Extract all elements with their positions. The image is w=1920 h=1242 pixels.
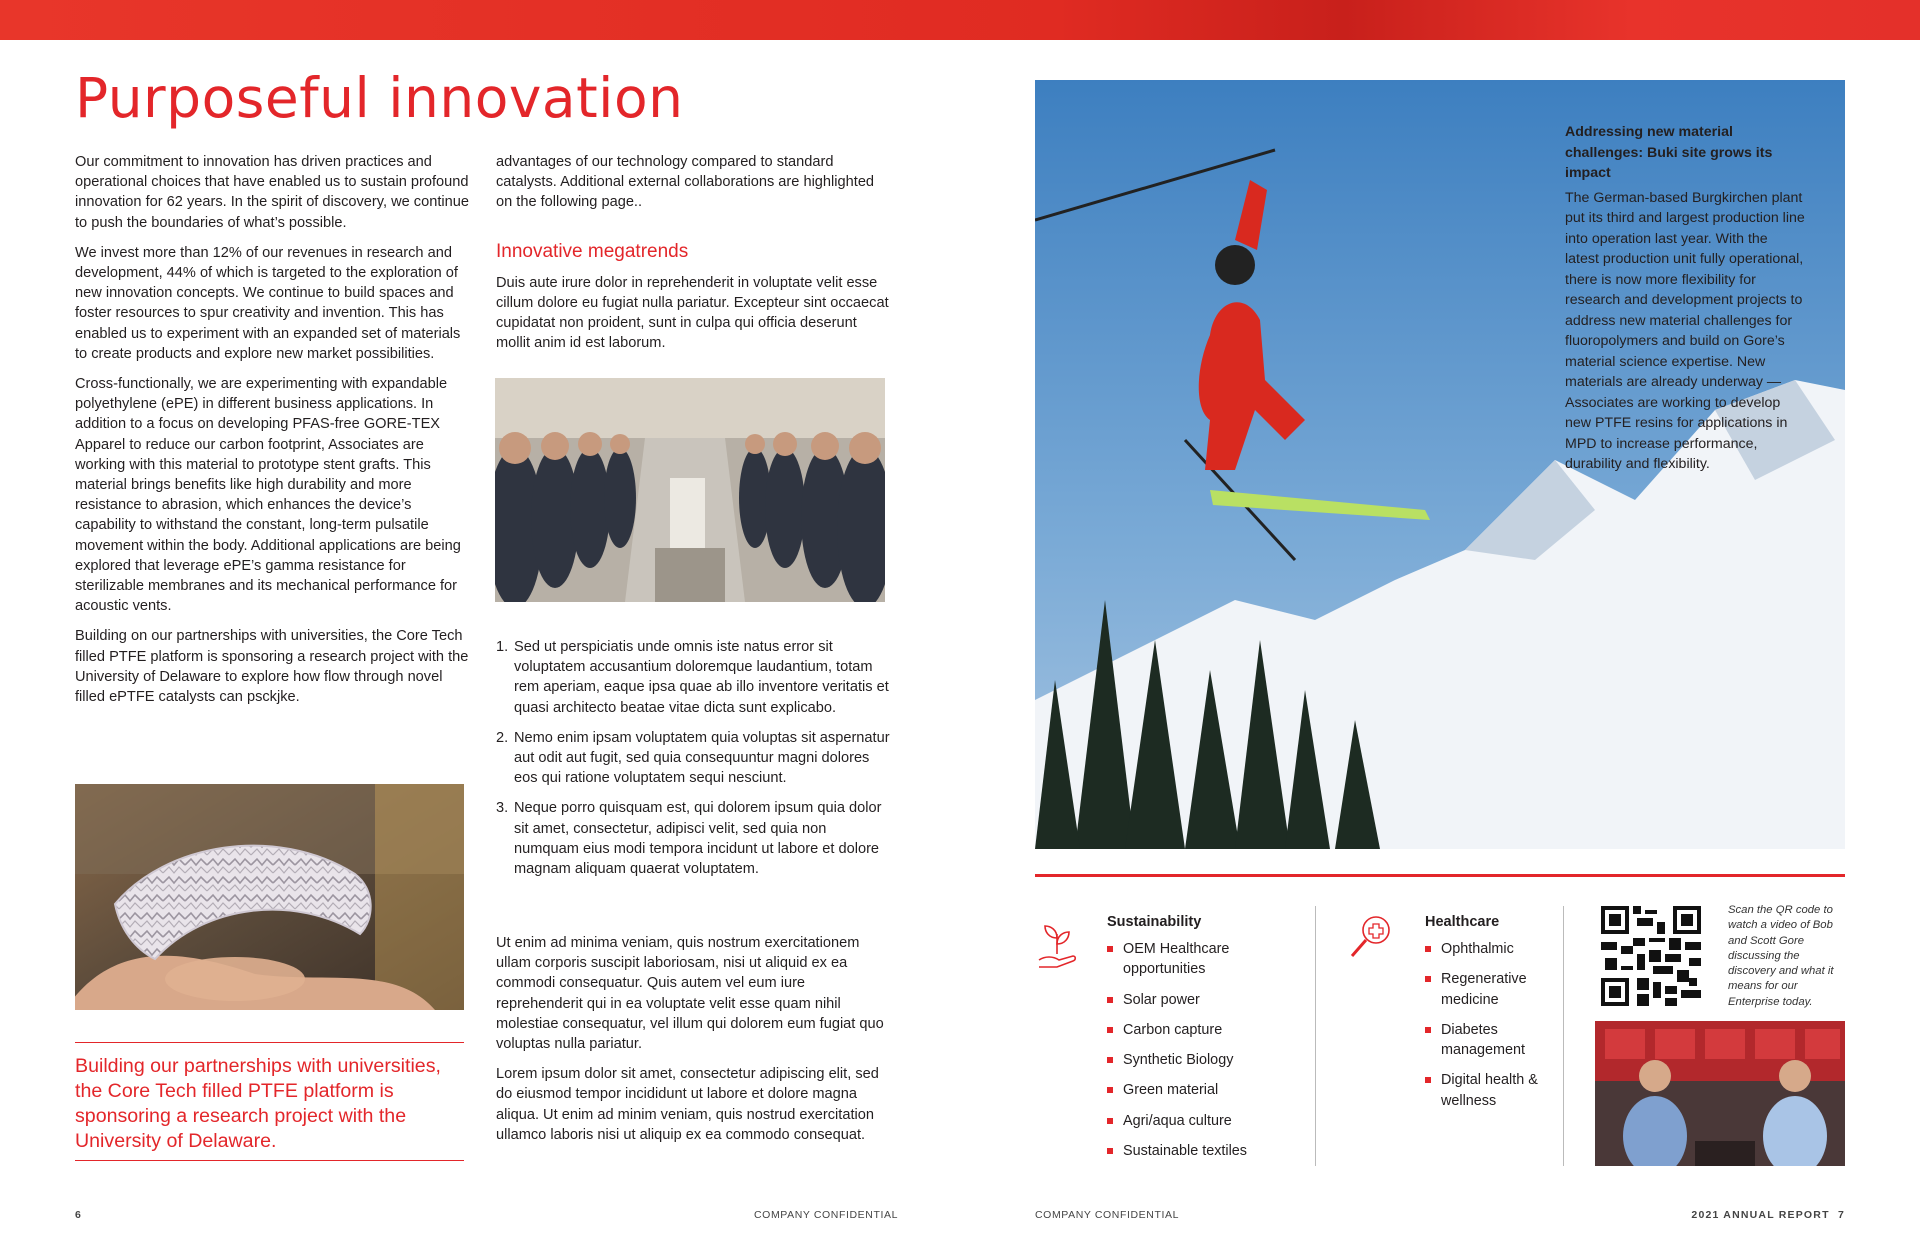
list-item: Digital health & wellness [1425, 1070, 1565, 1111]
list-number: 2. [496, 729, 509, 746]
list-text: Nemo enim ipsam voluptatem quia voluptas sit aspernatur aut odit aut fugit, sed quia consequuntur magni dolores eos qui ratione voluptatem sequi nesciunt. [514, 729, 890, 787]
stent-graft-photo [75, 784, 464, 1010]
paragraph: Building on our partnerships with universities, the Core Tech filled PTFE platform is sponsoring a research project with the University of Delaware to explore how flow through novel filled ePTFE catalysts can psckjke. [75, 628, 469, 706]
list-item: Carbon capture [1107, 1020, 1307, 1040]
paragraph: Cross-functionally, we are experimenting with expandable polyethylene (ePE) in different business applications. In addition to a focus on developing PFAS-free GORE-TEX Apparel to reduce our carbon footprint, Associates are working with this material to prototype stent grafts. This material brings benefits like high durability and more resistance to abrasion, which enhances the device’s capability to withstand the constant, long-term pulsatile movement within the body. Additional applications are being explored that leverage ePE’s gamma resistance for sterilizable membranes and its mechanical performance for acoustic vents. [75, 376, 461, 615]
list-item [496, 728, 891, 789]
list-item [496, 798, 891, 879]
sidebar-heading: Addressing new material challenges: Buki site grows its impact [1565, 124, 1773, 181]
paragraph: Lorem ipsum dolor sit amet, consectetur adipiscing elit, sed do eiusmod tempor incididunt ut labore et dolore magna aliqua. Ut enim ad minim veniam, quis nostrud exercitation ullamco laboris nisi ut aliquip ex ea commodo consequat. [496, 1066, 879, 1143]
right-footer [1680, 1209, 1845, 1221]
list-item: OEM Healthcare opportunities [1107, 939, 1307, 980]
left-confidential-label: COMPANY CONFIDENTIAL [754, 1209, 899, 1221]
list-item: Sustainable textiles [1107, 1141, 1307, 1161]
qr-code[interactable] [1601, 906, 1701, 1006]
list-number: 3. [496, 800, 509, 817]
top-banner [0, 0, 1920, 40]
list-item: Diabetes management [1425, 1020, 1565, 1061]
sidebar-story [1565, 122, 1805, 475]
quote-rule-bottom [75, 1160, 464, 1161]
sustainability-panel [1107, 914, 1307, 1171]
paragraph: Our commitment to innovation has driven practices and operational choices that have enabled us to sustain profound innovation for 62 years. In the spirit of discovery, we continue to push the boundaries of what’s possible. [75, 154, 469, 231]
quote-rule-top [75, 1042, 464, 1043]
paragraph: Duis aute irure dolor in reprehenderit in voluptate velit esse cillum dolore eu fugiat nulla pariatur. Excepteur sint occaecat cupidatat non proident, sunt in culpa qui officia deserunt mollit anim id est laborum. [496, 274, 889, 352]
list-number: 1. [496, 639, 509, 655]
list-item: Ophthalmic [1425, 939, 1565, 959]
team-applause-photo [495, 378, 885, 602]
divider [1315, 906, 1316, 1166]
section-rule [1035, 874, 1845, 877]
left-column [75, 152, 470, 717]
list-item: Green material [1107, 1080, 1307, 1100]
section-heading: Innovative megatrends [496, 240, 689, 262]
healthcare-panel [1425, 914, 1565, 1121]
sustainability-title: Sustainability [1107, 914, 1202, 930]
video-thumbnail-photo[interactable] [1595, 1021, 1845, 1166]
list-item: Regenerative medicine [1425, 969, 1565, 1010]
list-item: Solar power [1107, 990, 1307, 1010]
right-confidential-label: COMPANY CONFIDENTIAL [1035, 1209, 1180, 1221]
sidebar-body: The German-based Burgkirchen plant put its third and largest production line into operation last year. With the latest production unit fully operational, there is now more flexibility for research and development projects to address new material challenges for fluoropolymers and build on Gore’s material science expertise. New materials are already underway — Associates are working to develop new PTFE resins for applications in MPD to increase performance, durability and flexibility. [1565, 189, 1805, 472]
report-label: 2021 ANNUAL REPORT [1691, 1209, 1830, 1221]
list-item: Synthetic Biology [1107, 1050, 1307, 1070]
list-text: Neque porro quisquam est, qui dolorem ipsum quia dolor sit amet, consectetur, adipisci velit, sed quia non numquam eius modi tempora incidunt ut labore et dolore magnam aliquam quaerat voluptatem. [514, 800, 882, 878]
list-item [496, 637, 891, 718]
list-text: Sed ut perspiciatis unde omnis iste natus error sit voluptatem accusantium doloremque laudantium, totam rem aperiam, eaque ipsa quae ab illo inventore veritatis et quasi architecto beatae vitae dicta sunt explicabo. [514, 639, 889, 716]
left-page-number: 6 [75, 1209, 82, 1221]
qr-caption: Scan the QR code to watch a video of Bob and Scott Gore discussing the discovery and what it means for our Enterprise today. [1728, 904, 1834, 1008]
hand-plant-icon [1035, 914, 1079, 974]
divider [1563, 906, 1564, 1166]
paragraph: Ut enim ad minima veniam, quis nostrum exercitationem ullam corporis suscipit laboriosam, nisi ut aliquid ex ea commodi consequatur. Quis autem vel eum iure reprehenderit qui in ea voluptate velit esse quam nihil molestiae consequatur, vel illum qui dolorem eum fugiat quo voluptas nulla pariatur. [496, 935, 884, 1053]
numbered-list [496, 637, 891, 889]
paragraph: We invest more than 12% of our revenues in research and development, 44% of which is targeted to the exploration of new innovation concepts. We continue to build spaces and foster resources to spur creativity and invention. This has enabled us to experiment with an expanded set of materials to create products and explore new market possibilities. [75, 244, 461, 362]
pull-quote: Building our partnerships with universities, the Core Tech filled PTFE platform is sponsoring a research project with the University of Delaware. [75, 1055, 441, 1152]
right-page-number: 7 [1837, 1209, 1845, 1221]
paragraph: advantages of our technology compared to standard catalysts. Additional external collaborations are highlighted on the following page.. [496, 154, 875, 211]
middle-column-lower [496, 933, 891, 1155]
list-item: Agri/aqua culture [1107, 1111, 1307, 1131]
magnifier-cross-icon [1348, 912, 1394, 962]
page-title: Purposeful innovation [75, 66, 684, 130]
healthcare-title: Healthcare [1425, 914, 1500, 930]
middle-column [496, 152, 891, 363]
